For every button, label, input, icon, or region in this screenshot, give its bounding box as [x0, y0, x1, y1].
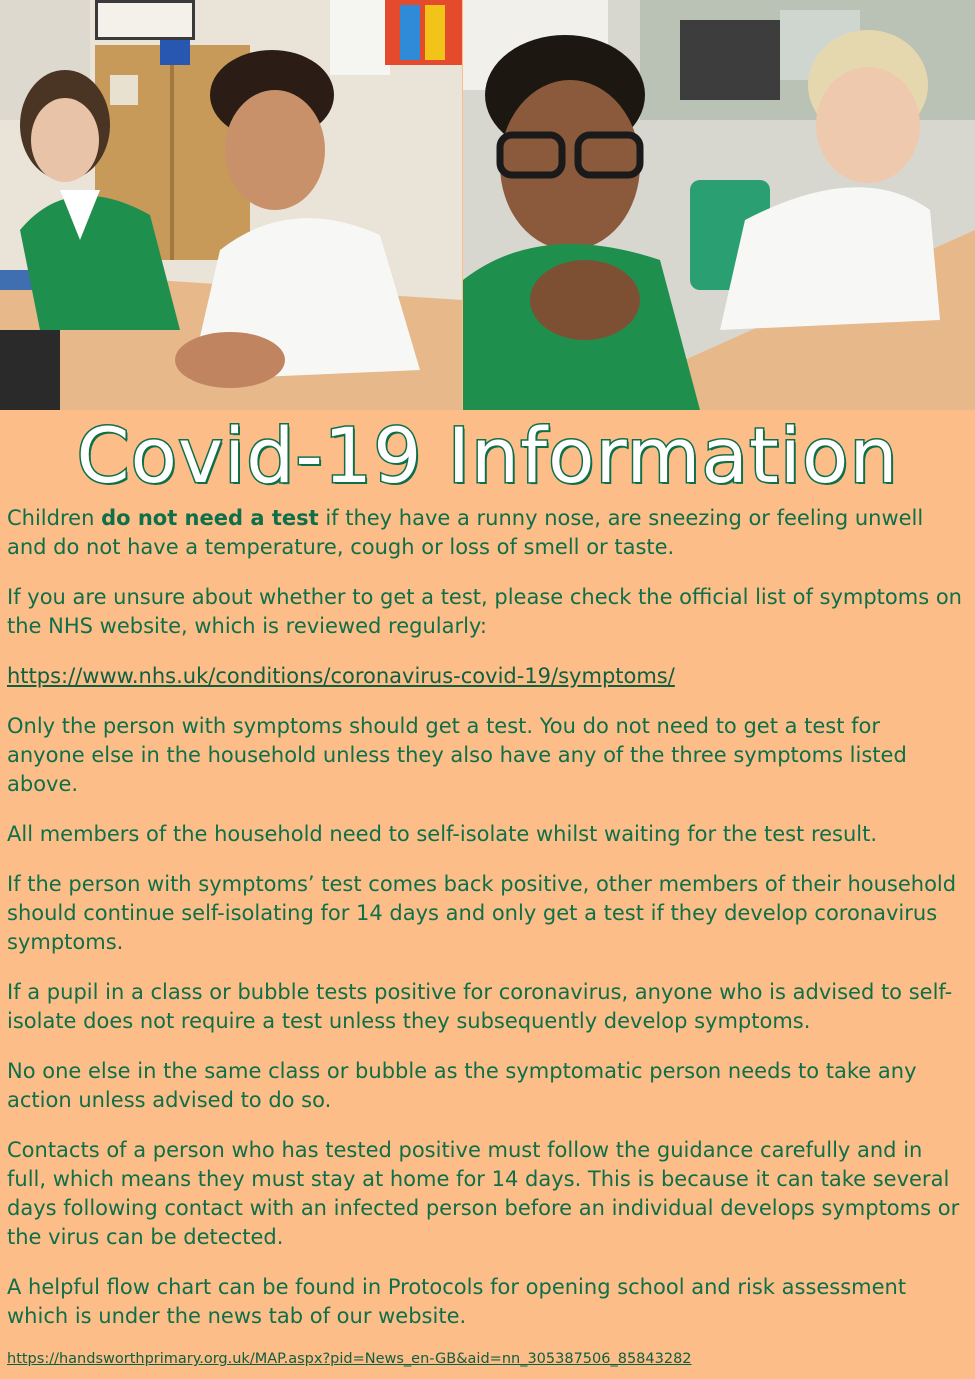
paragraph-bubble-positive: If a pupil in a class or bubble tests positive for coronavirus, anyone who is advised to self-isolate does not require a test unless they subsequently develop symptoms. [7, 980, 953, 1033]
paragraph-check-symptoms: If you are unsure about whether to get a test, please check the official list of symptoms on the NHS website, which is reviewed regularly: [7, 585, 962, 638]
paragraph-test-not-needed [7, 504, 962, 562]
paragraph-positive-test: If the person with symptoms’ test comes back positive, other members of their household should continue self-isolating for 14 days and only get a test if they develop coronavirus symptoms. [7, 872, 957, 954]
nhs-link-paragraph [7, 662, 962, 691]
p1-rest: if they have a runny nose, are sneezing or feeling unwell and do not have a temperature, cough or loss of smell or taste. [7, 506, 924, 559]
nhs-symptoms-link[interactable]: https://www.nhs.uk/conditions/coronavirus-covid-19/symptoms/ [7, 664, 675, 688]
p1-intro: Children [7, 506, 102, 530]
paragraph-no-action: No one else in the same class or bubble as the symptomatic person needs to take any action unless advised to do so. [7, 1059, 917, 1112]
header-photos [0, 0, 975, 410]
paragraph-household-isolate: All members of the household need to self-isolate whilst waiting for the test result. [7, 822, 878, 846]
classroom-photos [0, 0, 975, 410]
source-url-link[interactable]: https://handsworthprimary.org.uk/MAP.aspx?pid=News_en-GB&aid=nn_305387506_85843282 [7, 1351, 692, 1367]
paragraph-flow-chart: A helpful flow chart can be found in Protocols for opening school and risk assessment which is under the news tab of our website. [7, 1275, 907, 1328]
paragraph-contacts: Contacts of a person who has tested positive must follow the guidance carefully and in full, which means they must stay at home for 14 days. This is because it can take several days following contact with an infected person before an individual develops symptoms or the virus can be detected. [7, 1138, 960, 1249]
right-photo [463, 0, 975, 410]
page-title: Covid-19 Information [76, 411, 899, 500]
left-photo [0, 0, 462, 410]
paragraph-only-symptomatic: Only the person with symptoms should get a test. You do not need to get a test for anyone else in the household unless they also have any of the three symptoms listed above. [7, 714, 907, 796]
info-body [7, 504, 962, 1352]
p1-bold: do not need a test [101, 506, 319, 530]
